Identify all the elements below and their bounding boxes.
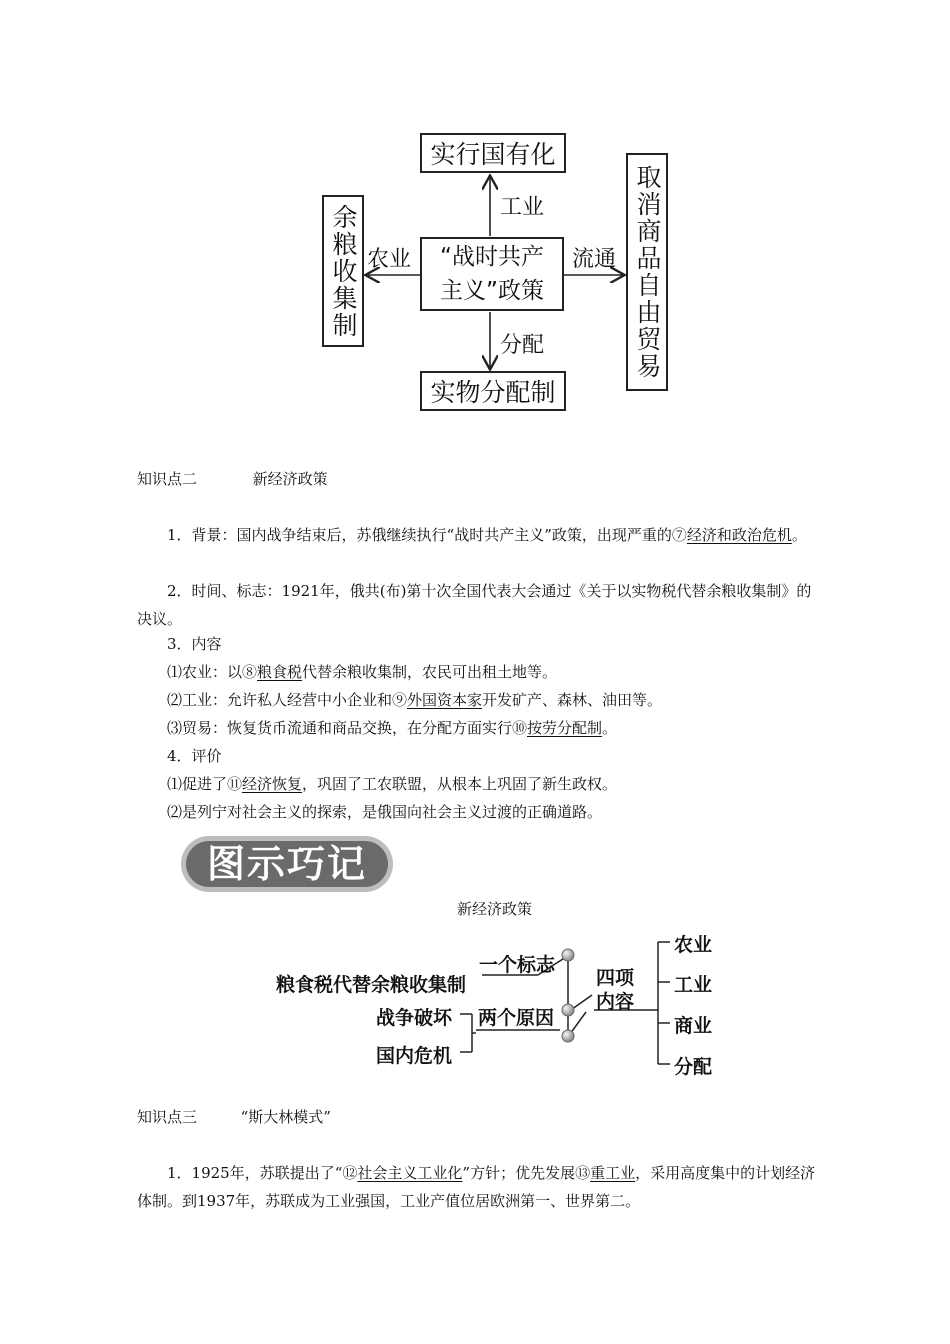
evaluation-heading: 4．评价 <box>167 747 222 765</box>
item-industry: 工业 <box>674 974 713 996</box>
item-agriculture: 农业 <box>674 934 713 956</box>
c1-pre: ⑴农业：以⑧ <box>167 663 258 681</box>
section3-number: 知识点三 <box>137 1108 198 1126</box>
s3-pre: 1．1925年，苏联提出了“⑫ <box>167 1164 358 1182</box>
c2-post: 开发矿产、森林、油田等。 <box>482 691 663 709</box>
evaluation-2: ⑵是列宁对社会主义的探索，是俄国向社会主义过渡的正确道路。 <box>167 803 603 821</box>
label-circulation: 流通 <box>572 247 617 272</box>
answer-10: 按劳分配制 <box>527 719 603 737</box>
c3-post: 。 <box>602 719 618 737</box>
answer-11: 经济恢复 <box>242 775 303 793</box>
s3-mid: ”方针；优先发展⑬ <box>462 1164 591 1182</box>
reason-domestic-crisis: 国内危机 <box>376 1045 453 1067</box>
c2-pre: ⑵工业：允许私人经营中小企业和⑨ <box>167 691 408 709</box>
item-commerce: 商业 <box>674 1015 713 1037</box>
reason-war-damage: 战争破坏 <box>376 1007 453 1029</box>
background-end: 。 <box>791 526 807 544</box>
label-distribution: 分配 <box>500 333 545 358</box>
box-nationalization: 实行国有化 <box>420 133 566 173</box>
sign-label: 一个标志 <box>479 954 556 976</box>
knob-top <box>562 949 574 961</box>
reason-label: 两个原因 <box>478 1007 555 1029</box>
knob-middle <box>562 1004 574 1016</box>
c3-pre: ⑶贸易：恢复货币流通和商品交换，在分配方面实行⑩ <box>167 719 528 737</box>
time-paragraph: 2．时间、标志：1921年，俄共(布)第十次全国代表大会通过《关于以实物税代替余粮收集制》的决议。 <box>137 582 812 628</box>
answer-12: 社会主义工业化 <box>357 1164 463 1182</box>
c1-post: 代替余粮收集制，农民可出租土地等。 <box>302 663 558 681</box>
s3-post: ，采用高度集中的计划经济体制。到1937年，苏联成为工业强国，工业产值位居欧洲第一、世界第二。 <box>137 1164 816 1210</box>
diagram2-title: 新经济政策 <box>457 900 533 918</box>
item-distribution: 分配 <box>674 1056 713 1078</box>
box-distribution: 实物分配制 <box>420 371 566 411</box>
label-agriculture: 农业 <box>367 247 412 272</box>
stalin-paragraph <box>137 1159 817 1215</box>
section3-topic: “斯大林模式” <box>240 1108 331 1126</box>
section2-topic: 新经济政策 <box>252 470 328 488</box>
label-industry: 工业 <box>500 195 545 220</box>
box-grain-requisition: 余粮收集制 <box>322 195 364 347</box>
e1-post: ，巩固了工农联盟，从根本上巩固了新生政权。 <box>302 775 618 793</box>
section3-title <box>137 1106 331 1127</box>
center-line-2: 主义”政策 <box>440 278 544 304</box>
content-label <box>596 966 634 1014</box>
knob-bottom <box>562 1030 574 1042</box>
box-cancel-free-trade: 取消商品自由贸易 <box>626 153 668 391</box>
content-label-line1: 四项 <box>596 967 635 989</box>
e1-pre: ⑴促进了⑪ <box>167 775 243 793</box>
background-text: 1．背景：国内战争结束后，苏俄继续执行“战时共产主义”政策，出现严重的⑦ <box>167 526 687 544</box>
banner-text: 图示巧记 <box>206 842 367 886</box>
center-line-1: “战时共产 <box>440 244 544 270</box>
answer-7: 经济和政治危机 <box>686 526 792 544</box>
answer-9: 外国资本家 <box>407 691 483 709</box>
content-heading: 3．内容 <box>167 635 222 653</box>
content-label-line2: 内容 <box>596 991 635 1013</box>
answer-13: 重工业 <box>590 1164 636 1182</box>
section2-number: 知识点二 <box>137 470 198 488</box>
sign-value: 粮食税代替余粮收集制 <box>276 974 467 996</box>
answer-8: 粮食税 <box>257 663 303 681</box>
